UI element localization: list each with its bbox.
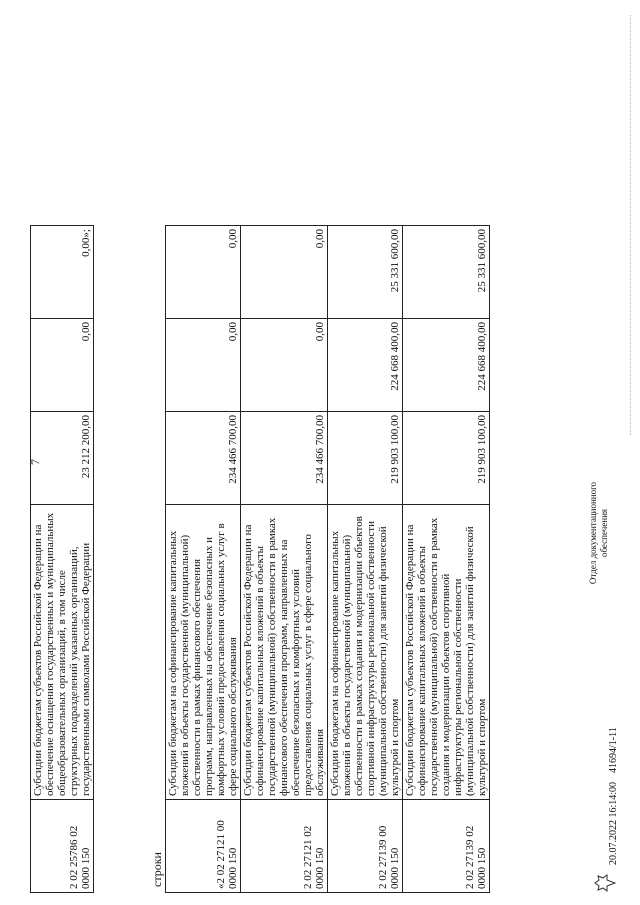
document-number: 41694/1-11: [608, 727, 619, 773]
amount-col-2: 0,00: [166, 319, 241, 412]
amount-col-1: 219 903 100,00: [328, 412, 403, 505]
budget-code: 2 02 27139 00 0000 150: [328, 800, 403, 893]
budget-table-top: [30, 225, 94, 893]
table-row: [328, 226, 403, 893]
amount-col-3: 25 331 600,00: [328, 226, 403, 319]
amount-col-1: 234 466 700,00: [166, 412, 241, 505]
amount-col-2: 0,00: [241, 319, 328, 412]
budget-code: 2 02 27139 02 0000 150: [403, 800, 490, 893]
amount-col-3: 0,00: [166, 226, 241, 319]
amount-col-2: 0,00: [31, 319, 94, 412]
amount-col-1: 234 466 700,00: [241, 412, 328, 505]
amount-col-1: 219 903 100,00: [403, 412, 490, 505]
budget-item-name: Субсидии бюджетам на софинансирование капитальных вложений в объекты государственной (муниципальной) собственности в рамках создания и модернизации объектов спортивной инфраструктуры региональной собственности (муниципальной собственности) для занятий физической культурой и спортом: [328, 505, 403, 800]
document-footer: [588, 13, 628, 893]
department-stamp: Отдел документационного обеспечения: [588, 481, 609, 585]
amount-col-3: 0,00: [241, 226, 328, 319]
budget-item-name: Субсидии бюджетам субъектов Российской Федерации на обеспечение оснащения государственных и муниципальных общеобразовательных организаций, в том числе структурных подразделений указанных организаций, государственными символами Российской Федерации: [31, 505, 94, 800]
amount-col-1: 23 212 200,00: [31, 412, 94, 505]
row-heading: строки: [150, 852, 164, 887]
budget-code: 2 02 25786 02 0000 150: [31, 800, 94, 893]
budget-code: «2 02 27121 00 0000 150: [166, 800, 241, 893]
scan-noise: [630, 15, 633, 435]
amount-col-3: 25 331 600,00: [403, 226, 490, 319]
amount-col-3: 0,00»;: [31, 226, 94, 319]
table-row: [241, 226, 328, 893]
budget-table-main: [165, 225, 490, 893]
emblem-icon: [594, 873, 616, 893]
amount-col-2: 224 668 400,00: [403, 319, 490, 412]
budget-code: 2 02 27121 02 0000 150: [241, 800, 328, 893]
budget-item-name: Субсидии бюджетам на софинансирование капитальных вложений в объекты государственной (муниципальной) собственности в рамках финансового обеспечения программ, направленных на обеспечение безопасных и комфортных условий предоставления социальных услуг в сфере социального обслуживания: [166, 505, 241, 800]
budget-item-name: Субсидии бюджетам субъектов Российской Федерации на софинансирование капитальных вложений в объекты государственной (муниципальной) собственности в рамках создания и модернизации объектов спортивной инфраструктуры региональной собственности (муниципальной собственности) для занятий физической культурой и спортом: [403, 505, 490, 800]
timestamp: 20.07.2022 16:14:00: [608, 781, 619, 865]
table-row: [403, 226, 490, 893]
table-row: [166, 226, 241, 893]
page-number: 7: [28, 459, 42, 465]
table-row: [31, 226, 94, 893]
amount-col-2: 224 668 400,00: [328, 319, 403, 412]
budget-item-name: Субсидии бюджетам субъектов Российской Федерации на софинансирование капитальных вложений в объекты государственной (муниципальной) собственности в рамках финансового обеспечения программ, направленных на обеспечение безопасных и комфортных условий предоставления социальных услуг в сфере социального обслуживания: [241, 505, 328, 800]
